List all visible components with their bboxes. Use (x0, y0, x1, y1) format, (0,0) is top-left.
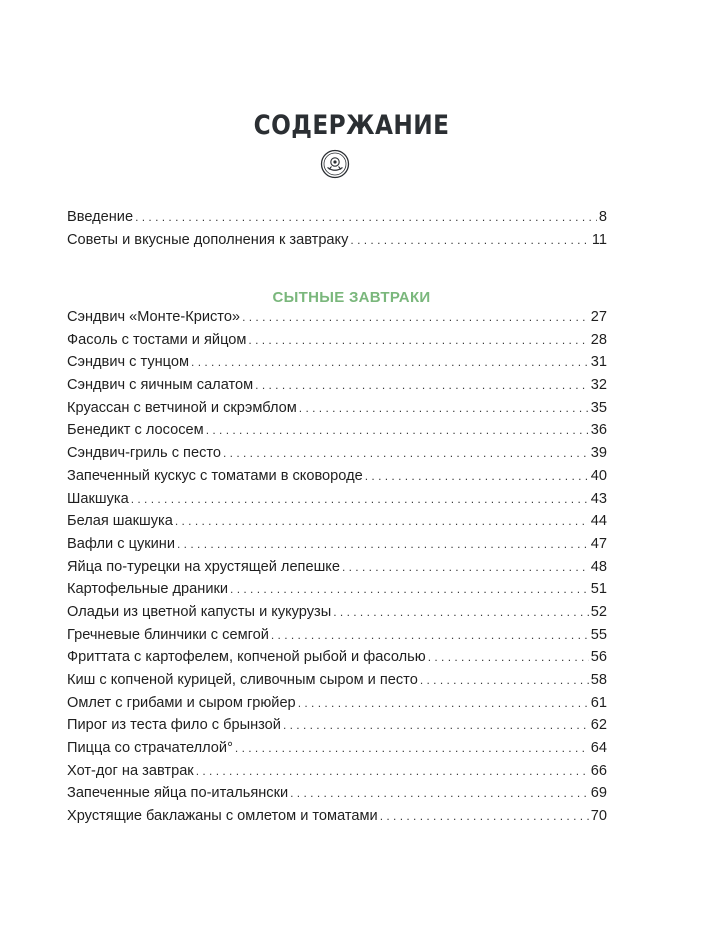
toc-entry-page: 44 (590, 513, 607, 530)
dot-leader (420, 669, 589, 692)
toc-entry-page: 43 (590, 490, 607, 507)
dot-leader (283, 714, 589, 737)
toc-entry-title: Хот-дог на завтрак (67, 762, 194, 779)
toc-entry-title: Введение (67, 209, 134, 225)
toc-entry-title: Картофельные драники (67, 581, 229, 598)
toc-entry-title: Хрустящие баклажаны с омлетом и томатами (67, 808, 378, 825)
toc-entry-page: 27 (590, 309, 607, 325)
dot-leader (191, 351, 589, 374)
dot-leader (299, 397, 589, 420)
toc-entry-title: Шакшука (67, 490, 129, 507)
dot-leader (255, 374, 589, 397)
toc-entry-page: 56 (590, 649, 607, 666)
toc-entry[interactable] (67, 692, 607, 715)
dot-leader (380, 805, 589, 828)
toc-entry-page: 32 (590, 377, 607, 394)
toc-entry-title: Гречневые блинчики с семгой (67, 626, 269, 643)
toc-entry[interactable] (67, 465, 607, 488)
toc-entry-page: 51 (590, 581, 607, 598)
food-plate-emblem-icon (320, 149, 350, 179)
toc-entry-page: 31 (590, 354, 607, 371)
toc-entry-title: Бенедикт с лососем (67, 422, 204, 439)
toc-entry-page: 35 (590, 399, 607, 416)
toc-entry[interactable] (67, 397, 607, 420)
toc-entry[interactable] (67, 206, 607, 229)
toc-entry[interactable] (67, 329, 607, 352)
toc-entry-title: Омлет с грибами и сыром грюйер (67, 694, 296, 711)
toc-entry[interactable] (67, 374, 607, 397)
toc-entry[interactable] (67, 601, 607, 624)
toc-entry-page: 36 (590, 422, 607, 439)
toc-entry[interactable] (67, 419, 607, 442)
toc-entry[interactable] (67, 714, 607, 737)
toc-entry[interactable] (67, 510, 607, 533)
toc-entry-page: 28 (590, 331, 607, 348)
toc-entry-title: Запеченные яйца по-итальянски (67, 785, 289, 802)
dot-leader (235, 737, 589, 760)
toc-entry[interactable] (67, 805, 607, 828)
toc-entry-title: Вафли с цукини (67, 535, 176, 552)
dot-leader (223, 442, 589, 465)
toc-entry[interactable] (67, 782, 607, 805)
toc-entry-title: Запеченный кускус с томатами в сковороде (67, 467, 363, 484)
toc-entry-page: 8 (598, 209, 607, 225)
dot-leader (131, 488, 589, 511)
section-heading: СЫТНЫЕ ЗАВТРАКИ (272, 289, 431, 307)
dot-leader (350, 229, 589, 252)
toc-entry[interactable] (67, 306, 607, 329)
toc-entry[interactable] (67, 229, 607, 252)
toc-entry-title: Сэндвич с яичным салатом (67, 377, 254, 394)
dot-leader (365, 465, 589, 488)
toc-entry-title: Сэндвич-гриль с песто (67, 445, 221, 462)
toc-entry-page: 66 (590, 762, 607, 779)
toc-entry-page: 11 (591, 231, 607, 248)
dot-leader (175, 510, 589, 533)
toc-entry[interactable] (67, 556, 607, 579)
toc-entry-title: Сэндвич с тунцом (67, 354, 190, 371)
dot-leader (271, 624, 589, 647)
toc-entry[interactable] (67, 669, 607, 692)
dot-leader (230, 578, 589, 601)
toc-entry-title: Яйца по-турецки на хрустящей лепешке (67, 558, 340, 575)
dot-leader (428, 646, 589, 669)
toc-entry[interactable] (67, 624, 607, 647)
page-title: СОДЕРЖАНИЕ (253, 110, 450, 142)
toc-entry-title: Советы и вкусные дополнения к завтраку (67, 231, 349, 248)
toc-entry[interactable] (67, 578, 607, 601)
toc-entry-page: 62 (590, 717, 607, 734)
dot-leader (342, 556, 589, 579)
toc-entry-title: Пирог из теста фило с брынзой (67, 717, 281, 734)
dot-leader (248, 329, 588, 352)
intro-toc-list (67, 206, 607, 251)
dot-leader (177, 533, 589, 556)
dot-leader (333, 601, 589, 624)
toc-entry[interactable] (67, 533, 607, 556)
toc-entry-page: 39 (590, 445, 607, 462)
toc-entry-page: 58 (590, 672, 607, 688)
toc-entry[interactable] (67, 442, 607, 465)
toc-entry-page: 48 (590, 558, 607, 575)
dot-leader (196, 760, 589, 783)
dot-leader (242, 306, 589, 329)
toc-entry[interactable] (67, 646, 607, 669)
toc-entry-title: Фриттата с картофелем, копченой рыбой и фасолью (67, 649, 426, 666)
toc-entry[interactable] (67, 760, 607, 783)
toc-entry[interactable] (67, 488, 607, 511)
toc-entry-page: 47 (590, 535, 607, 552)
toc-entry-title: Киш с копченой курицей, сливочным сыром и песто (67, 672, 418, 688)
toc-entry-page: 40 (590, 467, 607, 484)
toc-entry-title: Сэндвич «Монте-Кристо» (67, 309, 241, 325)
toc-entry[interactable] (67, 351, 607, 374)
toc-entry-title: Белая шакшука (67, 513, 173, 530)
toc-entry-title: Круассан с ветчиной и скрэмблом (67, 399, 297, 416)
toc-entry[interactable] (67, 737, 607, 760)
toc-entry-page: 55 (590, 626, 607, 643)
dot-leader (290, 782, 589, 805)
toc-entry-title: Пицца со страчателлой° (67, 740, 233, 757)
toc-entry-page: 70 (590, 808, 607, 825)
toc-entry-title: Фасоль с тостами и яйцом (67, 331, 247, 348)
dot-leader (298, 692, 589, 715)
toc-entry-page: 61 (590, 694, 607, 711)
toc-entry-title: Оладьи из цветной капусты и кукурузы (67, 603, 332, 620)
toc-entry-page: 69 (590, 785, 607, 802)
dot-leader (135, 206, 597, 229)
dot-leader (206, 419, 589, 442)
toc-entry-page: 64 (590, 740, 607, 757)
section-toc-list (67, 306, 607, 828)
toc-entry-page: 52 (590, 603, 607, 620)
